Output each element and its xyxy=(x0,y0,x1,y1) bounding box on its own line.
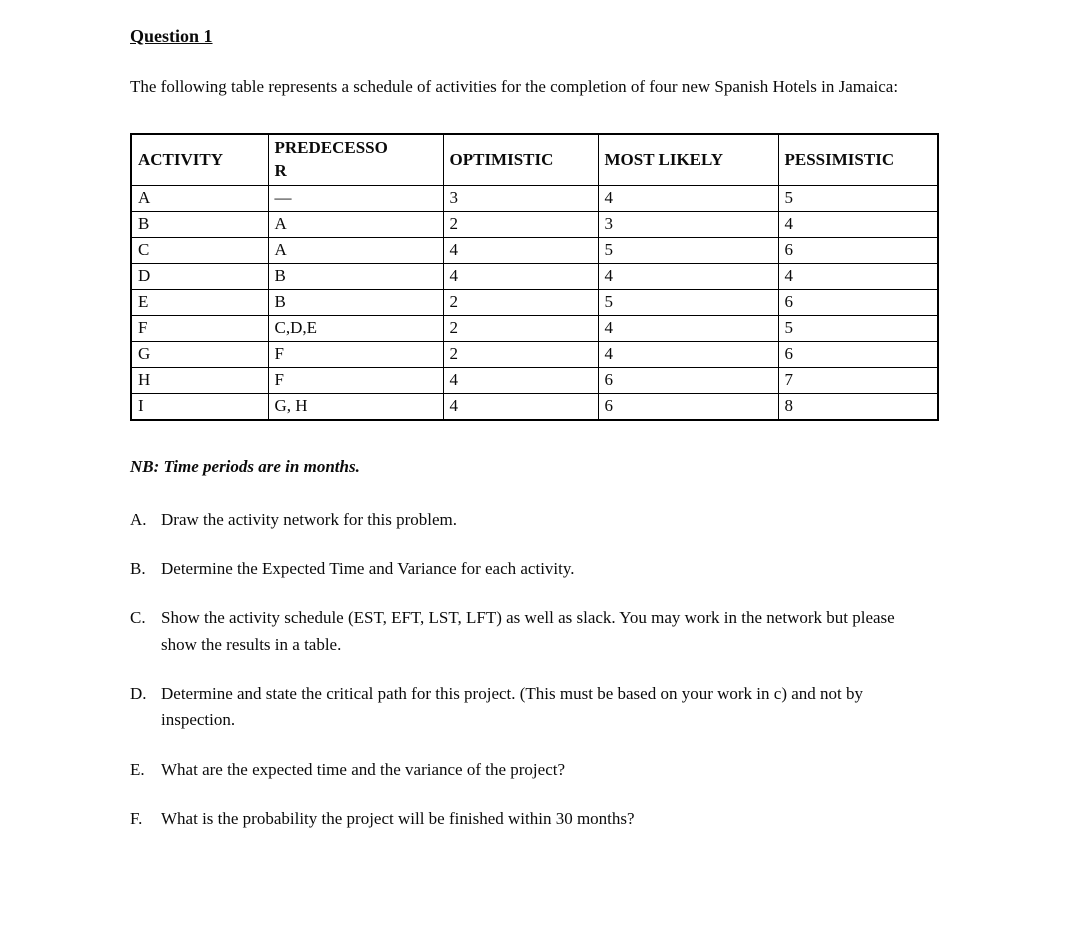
table-row xyxy=(131,393,938,420)
table-cell: 6 xyxy=(778,341,938,367)
table-cell: 4 xyxy=(778,211,938,237)
table-cell: 5 xyxy=(598,289,778,315)
table-cell: 3 xyxy=(598,211,778,237)
question-item-d xyxy=(130,681,925,734)
questions-list xyxy=(130,507,942,833)
table-cell: G xyxy=(131,341,268,367)
table-cell: 8 xyxy=(778,393,938,420)
table-cell: 4 xyxy=(778,263,938,289)
question-item-a xyxy=(130,507,925,533)
table-cell: 5 xyxy=(598,237,778,263)
table-cell: 2 xyxy=(443,211,598,237)
column-header-most-likely: MOST LIKELY xyxy=(598,134,778,186)
table-cell: G, H xyxy=(268,393,443,420)
question-title: Question 1 xyxy=(130,26,213,46)
table-cell: D xyxy=(131,263,268,289)
table-row xyxy=(131,289,938,315)
table-cell: F xyxy=(268,341,443,367)
table-row xyxy=(131,341,938,367)
question-text: Show the activity schedule (EST, EFT, LST, LFT) as well as slack. You may work in the network but please show the results in a table. xyxy=(161,608,895,654)
question-label: D. xyxy=(130,683,147,703)
table-cell: C,D,E xyxy=(268,315,443,341)
column-header-optimistic: OPTIMISTIC xyxy=(443,134,598,186)
table-cell: 7 xyxy=(778,367,938,393)
table-cell: F xyxy=(131,315,268,341)
question-item-c xyxy=(130,605,925,658)
question-item-e xyxy=(130,757,925,783)
table-cell: 6 xyxy=(778,289,938,315)
table-row xyxy=(131,263,938,289)
table-cell: E xyxy=(131,289,268,315)
table-cell: 4 xyxy=(443,263,598,289)
table-row xyxy=(131,315,938,341)
table-row xyxy=(131,237,938,263)
question-label: C. xyxy=(130,608,146,628)
table-cell: 6 xyxy=(778,237,938,263)
table-cell: 6 xyxy=(598,367,778,393)
table-cell: C xyxy=(131,237,268,263)
table-cell: F xyxy=(268,367,443,393)
column-header-predecessor-label: PREDECESSOR xyxy=(274,137,388,180)
table-cell: I xyxy=(131,393,268,420)
table-cell: 4 xyxy=(598,263,778,289)
table-cell: 4 xyxy=(598,341,778,367)
question-label: F. xyxy=(130,808,143,828)
table-cell: 5 xyxy=(778,185,938,211)
table-cell: 4 xyxy=(598,315,778,341)
table-cell: 4 xyxy=(443,367,598,393)
table-cell: 2 xyxy=(443,289,598,315)
table-cell: B xyxy=(131,211,268,237)
nb-note: NB: Time periods are in months. xyxy=(130,456,360,476)
question-text: Determine and state the critical path for this project. (This must be based on your work in c) and not by inspection. xyxy=(161,683,863,730)
table-cell: 4 xyxy=(598,185,778,211)
table-cell: A xyxy=(131,185,268,211)
table-row xyxy=(131,367,938,393)
schedule-table xyxy=(130,133,939,421)
table-cell: A xyxy=(268,211,443,237)
table-row xyxy=(131,211,938,237)
table-cell: A xyxy=(268,237,443,263)
question-label: B. xyxy=(130,558,146,578)
question-item-b xyxy=(130,556,925,582)
table-cell: B xyxy=(268,289,443,315)
table-cell: 4 xyxy=(443,237,598,263)
table-cell: H xyxy=(131,367,268,393)
question-text: Determine the Expected Time and Variance for each activity. xyxy=(161,558,575,578)
column-header-predecessor xyxy=(268,134,443,186)
table-cell: 2 xyxy=(443,315,598,341)
intro-text: The following table represents a schedule of activities for the completion of four new Spanish Hotels in Jamaica: xyxy=(130,77,899,96)
table-cell: 2 xyxy=(443,341,598,367)
question-item-f xyxy=(130,806,925,832)
question-text: What is the probability the project will be finished within 30 months? xyxy=(161,808,635,828)
question-label: E. xyxy=(130,759,145,779)
table-row xyxy=(131,185,938,211)
column-header-activity: ACTIVITY xyxy=(131,134,268,186)
table-cell: 3 xyxy=(443,185,598,211)
question-text: What are the expected time and the variance of the project? xyxy=(161,759,566,779)
table-cell: 6 xyxy=(598,393,778,420)
table-cell: 4 xyxy=(443,393,598,420)
column-header-pessimistic: PESSIMISTIC xyxy=(778,134,938,186)
table-cell: B xyxy=(268,263,443,289)
question-text: Draw the activity network for this problem. xyxy=(161,509,458,529)
table-header-row xyxy=(131,134,938,186)
table-cell: — xyxy=(268,185,443,211)
table-cell: 5 xyxy=(778,315,938,341)
question-label: A. xyxy=(130,509,147,529)
